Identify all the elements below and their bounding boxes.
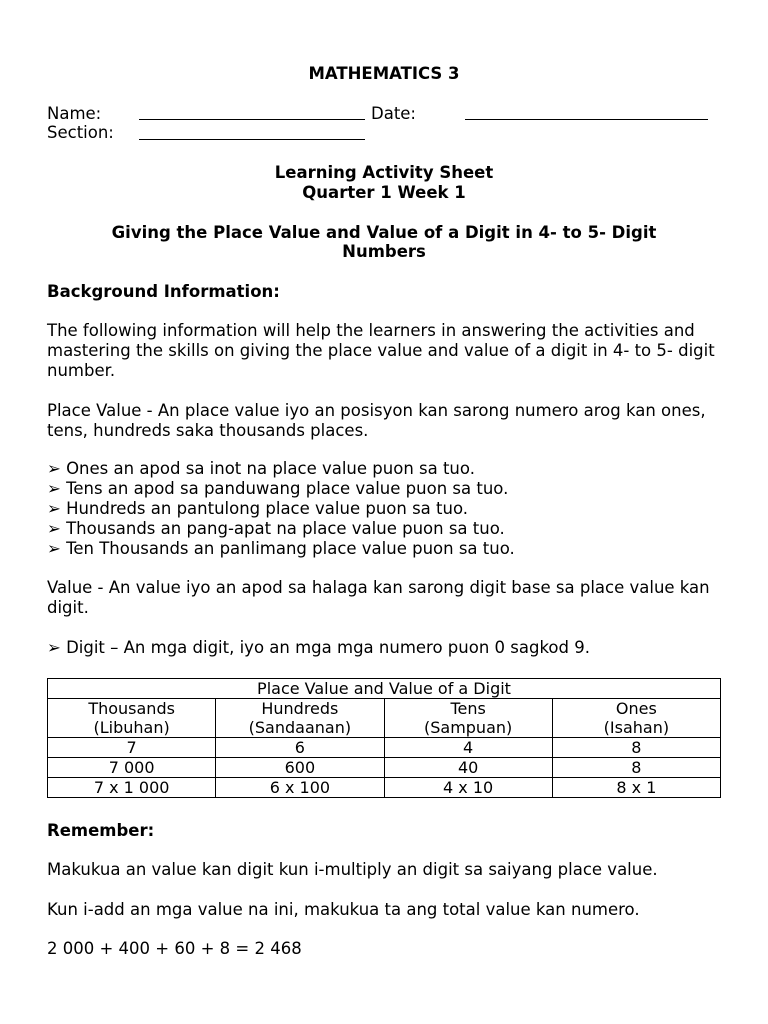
header-thousands xyxy=(48,699,216,738)
background-heading: Background Information: xyxy=(47,282,280,301)
table-caption-row xyxy=(48,679,721,699)
header-subtext: (Isahan) xyxy=(603,718,670,737)
header-subtext: (Sampuan) xyxy=(423,718,513,737)
example-equation: 2 000 + 400 + 60 + 8 = 2 468 xyxy=(47,939,302,958)
table-header-row xyxy=(48,699,721,738)
table-row xyxy=(48,738,721,758)
remember-line-2: Kun i-add an mga value na ini, makukua ta ang total value kan numero. xyxy=(47,900,640,919)
table-cell: 8 xyxy=(552,738,720,758)
table-cell: 8 xyxy=(552,758,720,778)
bullet-hundreds: ➢ Hundreds an pantulong place value puon sa tuo. xyxy=(47,499,468,518)
header-subtext: (Sandaanan) xyxy=(248,718,352,737)
table-row xyxy=(48,758,721,778)
header-ones xyxy=(552,699,720,738)
digit-definition: ➢ Digit – An mga digit, iyo an mga mga numero puon 0 sagkod 9. xyxy=(47,638,590,657)
date-field[interactable] xyxy=(465,119,708,120)
table-cell: 8 x 1 xyxy=(552,778,720,798)
header-hundreds xyxy=(216,699,384,738)
table-cell: 6 xyxy=(216,738,384,758)
page-title: MATHEMATICS 3 xyxy=(308,64,460,83)
header-text: Thousands xyxy=(88,699,175,718)
section-field[interactable] xyxy=(139,139,365,140)
table-row xyxy=(48,778,721,798)
table-cell: 600 xyxy=(216,758,384,778)
table-cell: 4 x 10 xyxy=(384,778,552,798)
header-text: Tens xyxy=(450,699,486,718)
section-label: Section: xyxy=(47,123,114,142)
table-cell: 7 000 xyxy=(48,758,216,778)
sheet-title: Learning Activity Sheet xyxy=(274,163,494,182)
header-text: Hundreds xyxy=(261,699,339,718)
table-cell: 7 x 1 000 xyxy=(48,778,216,798)
name-label: Name: xyxy=(47,104,102,123)
name-field[interactable] xyxy=(139,119,365,120)
header-text: Ones xyxy=(615,699,657,718)
sheet-quarter-week: Quarter 1 Week 1 xyxy=(302,183,466,202)
table-caption: Place Value and Value of a Digit xyxy=(48,679,721,699)
topic-title-line1: Giving the Place Value and Value of a Digit in 4- to 5- Digit xyxy=(111,223,657,242)
value-definition: Value - An value iyo an apod sa halaga kan sarong digit base sa place value kan digit. xyxy=(47,578,710,617)
table-cell: 7 xyxy=(48,738,216,758)
bullet-ones: ➢ Ones an apod sa inot na place value puon sa tuo. xyxy=(47,459,475,478)
header-subtext: (Libuhan) xyxy=(93,718,170,737)
table-cell: 6 x 100 xyxy=(216,778,384,798)
topic-title-line2: Numbers xyxy=(342,242,426,261)
bullet-tens: ➢ Tens an apod sa panduwang place value puon sa tuo. xyxy=(47,479,509,498)
header-tens xyxy=(384,699,552,738)
remember-heading: Remember: xyxy=(47,821,155,840)
place-value-table xyxy=(47,678,721,798)
background-intro: The following information will help the learners in answering the activities and mastering the skills on giving the place value and value of a digit in 4- to 5- digit number. xyxy=(47,321,715,380)
remember-line-1: Makukua an value kan digit kun i-multiply an digit sa saiyang place value. xyxy=(47,860,658,879)
bullet-thousands: ➢ Thousands an pang-apat na place value puon sa tuo. xyxy=(47,519,505,538)
place-value-definition: Place Value - An place value iyo an posisyon kan sarong numero arog kan ones, tens, hundreds saka thousands places. xyxy=(47,401,706,440)
table-cell: 40 xyxy=(384,758,552,778)
table-cell: 4 xyxy=(384,738,552,758)
date-label: Date: xyxy=(371,104,416,123)
bullet-ten-thousands: ➢ Ten Thousands an panlimang place value puon sa tuo. xyxy=(47,539,515,558)
